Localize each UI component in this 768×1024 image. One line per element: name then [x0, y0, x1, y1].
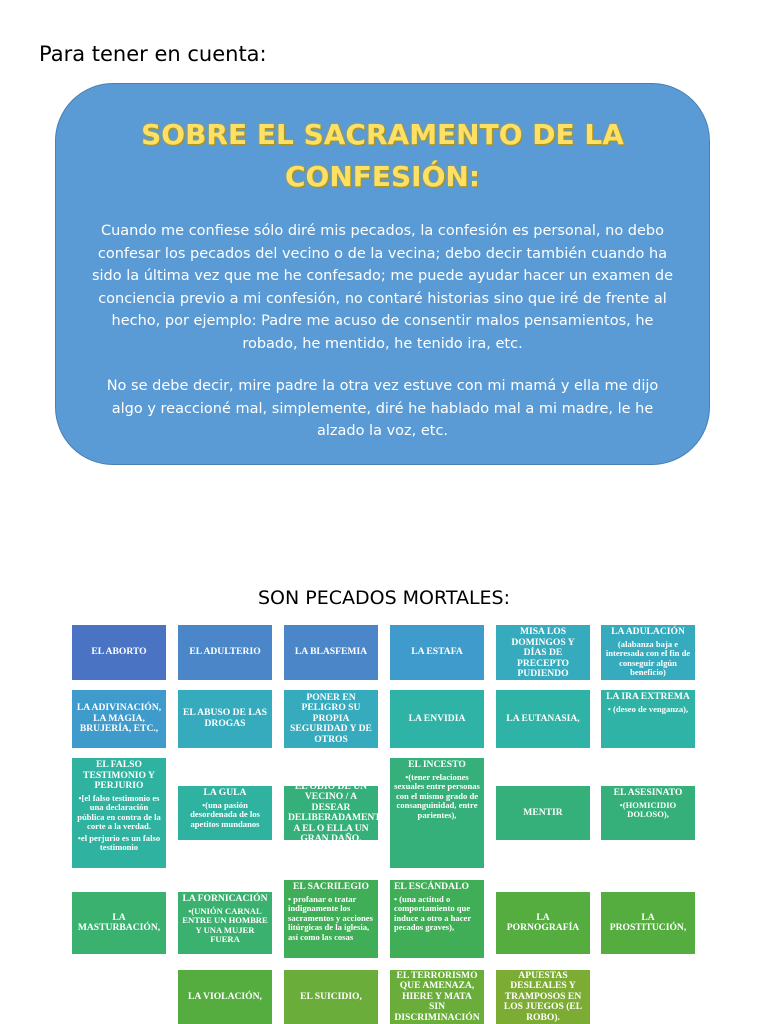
tile-label: APUESTAS DESLEALES Y TRAMPOSOS EN LOS JUEGOS (EL ROBO).	[503, 969, 583, 1023]
sin-tile-adulacion	[601, 625, 695, 680]
tile-label: MISA LOS DOMINGOS Y DÍAS DE PRECEPTO PUDIENDO HACERLO	[511, 626, 575, 690]
bullet-icon: •	[202, 799, 206, 810]
tile-description: • (una actitud o comportamiento que induce a otro a hacer pecados graves),	[394, 893, 472, 933]
tile-label: LA GULA	[203, 787, 247, 798]
tile-description: •(tener relaciones sexuales entre personas con el mismo grado de consanguinidad, entre parientes),	[394, 771, 480, 820]
sin-tile-adivinacion	[72, 690, 166, 748]
sin-tile-estafa	[390, 625, 484, 680]
sin-tile-violacion	[178, 970, 272, 1024]
page-heading: Para tener en cuenta:	[39, 42, 267, 66]
sin-tile-adulterio	[178, 625, 272, 680]
sin-tile-asesinato	[601, 786, 695, 840]
bullet-icon: •	[77, 832, 81, 843]
sin-tile-misa-domingos	[496, 625, 590, 690]
tile-label: LA PROSTITUCIÓN,	[609, 911, 687, 933]
tile-label: EL ODIO DE UN VECINO / A DESEAR DELIBERADAMENTE A EL O ELLA UN GRAN DAÑO.	[288, 780, 388, 844]
sin-tile-sacrilegio	[284, 880, 378, 958]
tile-description: •(una pasión desordenada de los apetitos mundanos	[190, 799, 260, 829]
sin-tile-abuso-drogas	[178, 690, 272, 748]
sin-tile-ira-extrema	[601, 690, 695, 748]
tile-label: EL ABORTO	[91, 646, 147, 658]
tile-label: LA FORNICACIÓN	[182, 893, 268, 904]
sin-tile-gula	[178, 786, 272, 840]
tile-description: •(UNIÓN CARNAL ENTRE UN HOMBRE Y UNA MUJER FUERA	[182, 905, 268, 945]
sin-tile-incesto	[390, 758, 484, 868]
sin-tile-apuestas	[496, 970, 590, 1024]
tile-description: • (deseo de venganza),	[607, 703, 689, 714]
sin-tile-aborto	[72, 625, 166, 680]
confession-callout	[55, 83, 710, 465]
tile-label: LA ADULACIÓN	[611, 626, 685, 637]
tile-label: MENTIR	[523, 806, 563, 818]
tile-label: LA ESTAFA	[411, 646, 463, 658]
sin-tile-escandalo	[390, 880, 484, 958]
sin-tile-odio-vecino	[284, 780, 388, 844]
tile-description: •[el falso testimonio es una declaración pública en contra de la corte a la verdad.	[77, 792, 161, 832]
callout-title: SOBRE EL SACRAMENTO DE LA CONFESIÓN:	[141, 118, 624, 193]
tile-label: EL ESCÁNDALO	[394, 881, 469, 892]
sin-tile-eutanasia	[496, 690, 590, 748]
sin-tile-envidia	[390, 690, 484, 748]
tile-label: EL INCESTO	[408, 759, 466, 770]
tile-description: •(HOMICIDIO DOLOSO),	[619, 799, 677, 820]
bullet-icon: •	[607, 703, 611, 714]
tile-label: EL ADULTERIO	[189, 646, 261, 658]
bullet-icon: •	[78, 792, 82, 803]
sin-tile-blasfemia	[284, 625, 378, 680]
sin-tile-poner-en-peligro	[284, 690, 378, 748]
bullet-icon: •	[188, 905, 192, 916]
sin-tile-terrorismo	[390, 970, 484, 1024]
sin-tile-prostitucion	[601, 892, 695, 954]
tile-label: LA EUTANASIA,	[506, 712, 580, 724]
tile-label: LA ADIVINACIÓN, LA MAGIA, BRUJERÍA, ETC.,	[76, 702, 162, 735]
tile-label: LA IRA EXTREMA	[606, 691, 690, 702]
sin-tile-masturbacion	[72, 892, 166, 954]
section-heading: SON PECADOS MORTALES:	[257, 587, 511, 609]
callout-paragraph-1: Cuando me confiese sólo diré mis pecados, la confesión es personal, no debo confesar los pecados del vecino o de la vecina; debo decir también cuando ha sido la última vez que me he confesado; me puede ayudar hacer un examen de conciencia previo a mi confesión, no contaré historias sino que iré de frente al hecho, por ejemplo: Padre me acuso de consentir malos pensamientos, he robado, he mentido, he tenido ira, etc.	[91, 223, 674, 352]
tile-description: (alabanza baja e interesada con el fin de conseguir algún beneficio)	[605, 638, 691, 678]
tile-label: EL ABUSO DE LAS DROGAS	[183, 707, 267, 729]
tile-label: EL SUICIDIO,	[300, 990, 362, 1002]
tile-label: EL ASESINATO	[613, 787, 683, 798]
sin-tile-pornografia	[496, 892, 590, 954]
sin-tile-suicidio	[284, 970, 378, 1024]
sin-tile-falso-testimonio	[72, 758, 166, 868]
tile-description-2: •el perjurio es un falso testimonio	[77, 832, 161, 853]
tile-label: EL TERRORISMO QUE AMENAZA, HIERE Y MATA SIN DISCRIMINACIÓN	[394, 969, 480, 1023]
bullet-icon: •	[288, 893, 292, 904]
sin-tile-fornicacion	[178, 892, 272, 954]
sin-tile-mentir	[496, 786, 590, 840]
tile-label: LA MASTURBACIÓN,	[77, 911, 161, 933]
tile-label: EL SACRILEGIO	[293, 881, 369, 892]
tile-label: LA BLASFEMIA	[294, 646, 368, 658]
callout-paragraph-2: No se debe decir, mire padre la otra vez estuve con mi mamá y ella me dijo algo y reaccioné mal, simplemente, diré he hablado mal a mi madre, le he alzado la voz, etc.	[106, 378, 659, 439]
tile-description: • profanar o tratar indignamente los sacramentos y acciones litúrgicas de la iglesia, así como las cosas	[288, 893, 373, 942]
tile-label: LA VIOLACIÓN,	[188, 990, 262, 1002]
bullet-icon: •	[394, 893, 398, 904]
tile-label: LA PORNOGRAFÍA	[506, 911, 580, 933]
tile-label: PONER EN PELIGRO SU PROPIA SEGURIDAD Y DE OTROS	[290, 691, 372, 745]
bullet-icon: •	[619, 799, 623, 810]
tile-label: LA ENVIDIA	[408, 712, 466, 724]
tile-label: EL FALSO TESTIMONIO Y PERJURIO	[83, 759, 155, 791]
bullet-icon: •	[405, 771, 409, 782]
